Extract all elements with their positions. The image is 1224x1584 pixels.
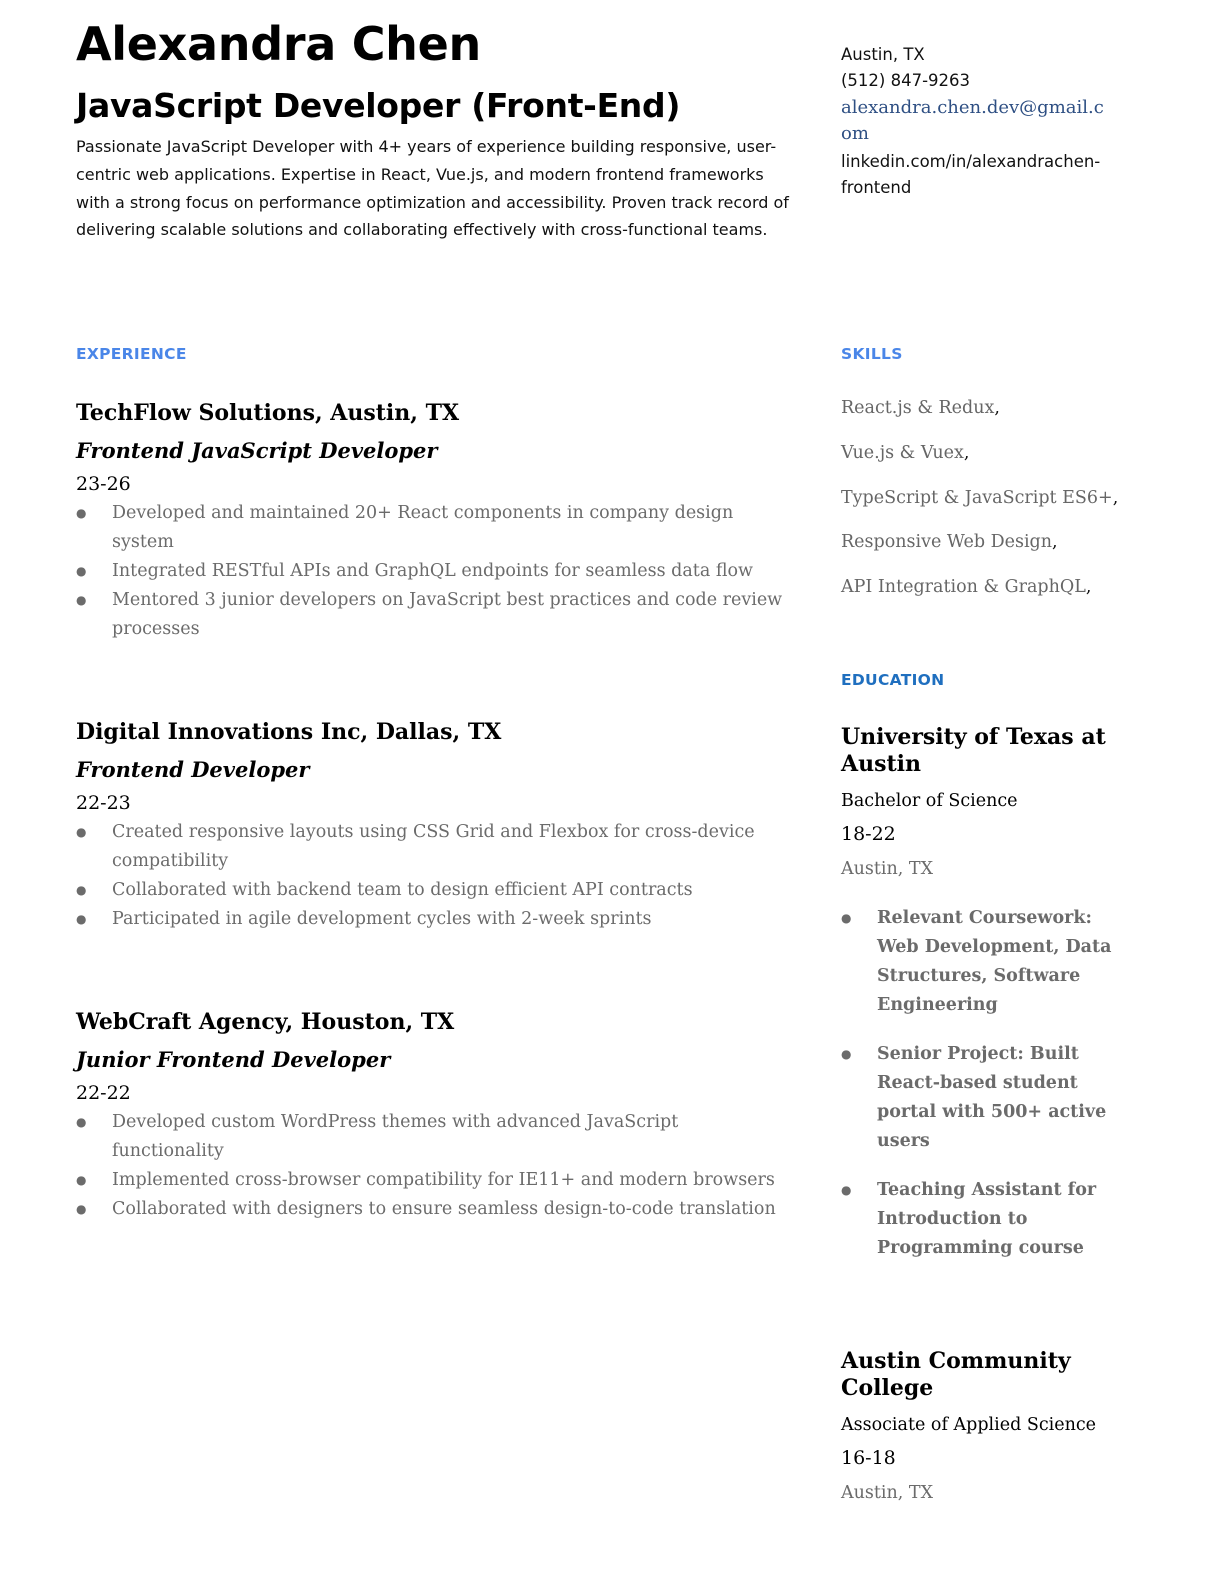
skill-separator: , bbox=[994, 398, 1000, 418]
skills-list bbox=[841, 393, 1131, 617]
company-name: WebCraft Agency, Houston, TX bbox=[76, 1009, 455, 1035]
company-name: TechFlow Solutions, Austin, TX bbox=[76, 400, 460, 426]
education-heading: EDUCATION bbox=[841, 671, 945, 689]
contact-phone: (512) 847-9263 bbox=[841, 71, 971, 90]
education-bullet: ● Relevant Coursework: Web Development, Data Structures, Software Engineering bbox=[841, 904, 1116, 1020]
education-dates: 18-22 bbox=[841, 823, 896, 845]
education-bullet: ● Senior Project: Built React-based student portal with 500+ active users bbox=[841, 1040, 1116, 1156]
school-name: Austin Community College bbox=[841, 1348, 1071, 1401]
company-name: Digital Innovations Inc, Dallas, TX bbox=[76, 719, 502, 745]
job-role: Frontend JavaScript Developer bbox=[76, 438, 438, 463]
job-bullets bbox=[76, 818, 791, 934]
contact-block bbox=[841, 42, 1111, 201]
skill-item bbox=[841, 438, 1131, 468]
job-bullet: ● Collaborated with backend team to design efficient API contracts bbox=[76, 876, 791, 905]
contact-location: Austin, TX bbox=[841, 45, 925, 64]
experience-entry bbox=[76, 717, 791, 934]
job-bullet: ● Participated in agile development cycles with 2-week sprints bbox=[76, 905, 791, 934]
education-dates: 16-18 bbox=[841, 1447, 896, 1469]
job-bullet: ● Implemented cross-browser compatibility for IE11+ and modern browsers bbox=[76, 1166, 791, 1195]
skill-separator: , bbox=[1085, 577, 1092, 598]
job-bullets bbox=[76, 499, 791, 644]
skills-heading: SKILLS bbox=[841, 345, 903, 363]
candidate-name: Alexandra Chen bbox=[76, 17, 481, 71]
skill-item bbox=[841, 483, 1131, 513]
education-entry bbox=[841, 1348, 1116, 1506]
education-entry bbox=[841, 724, 1116, 1283]
job-role: Frontend Developer bbox=[76, 757, 310, 782]
skill-label: Responsive Web Design bbox=[841, 532, 1053, 553]
education-location: Austin, TX bbox=[841, 859, 934, 879]
skill-item bbox=[841, 572, 1131, 602]
job-bullet: ● Created responsive layouts using CSS Grid and Flexbox for cross-device compatibility bbox=[76, 818, 791, 876]
job-bullet: ● Developed and maintained 20+ React components in company design system bbox=[76, 499, 791, 557]
job-dates: 23-26 bbox=[76, 473, 131, 495]
job-role: Junior Frontend Developer bbox=[76, 1047, 391, 1072]
contact-linkedin: linkedin.com/in/alexandrachen-frontend bbox=[841, 152, 1101, 197]
skill-separator: , bbox=[963, 442, 970, 463]
skill-label: TypeScript & JavaScript ES6+ bbox=[841, 487, 1113, 508]
education-bullet: ● Teaching Assistant for Introduction to Programming course bbox=[841, 1176, 1116, 1263]
job-dates: 22-22 bbox=[76, 1082, 131, 1104]
skill-item bbox=[841, 527, 1131, 557]
school-name: University of Texas at Austin bbox=[841, 724, 1106, 777]
experience-heading: EXPERIENCE bbox=[76, 345, 187, 363]
skill-separator: , bbox=[1112, 487, 1119, 508]
education-bullets bbox=[841, 904, 1116, 1263]
contact-email-link[interactable]: alexandra.chen.dev@gmail.com bbox=[841, 97, 1104, 144]
experience-entry bbox=[76, 1007, 791, 1224]
job-bullet: ● Integrated RESTful APIs and GraphQL endpoints for seamless data flow bbox=[76, 557, 791, 586]
job-bullet: ● Collaborated with designers to ensure seamless design-to-code translation bbox=[76, 1195, 791, 1224]
degree: Bachelor of Science bbox=[841, 791, 1018, 811]
skill-label: API Integration & GraphQL bbox=[841, 577, 1086, 598]
professional-summary: Passionate JavaScript Developer with 4+ years of experience building responsive, user-centric web applications. Expertise in React, Vue.js, and modern frontend frameworks with a strong focus on performance optimization and accessibility. Proven track record of delivering scalable solutions and collaborating effectively with cross-functional teams. bbox=[76, 137, 789, 240]
education-location: Austin, TX bbox=[841, 1483, 934, 1503]
degree: Associate of Applied Science bbox=[841, 1415, 1097, 1435]
job-bullet: ● Mentored 3 junior developers on JavaScript best practices and code review processes bbox=[76, 586, 791, 644]
job-bullets bbox=[76, 1108, 791, 1224]
job-title: JavaScript Developer (Front-End) bbox=[76, 86, 681, 125]
experience-entry bbox=[76, 398, 791, 644]
skill-label: Vue.js & Vuex bbox=[841, 442, 964, 463]
job-dates: 22-23 bbox=[76, 792, 131, 814]
job-bullet: ● Developed custom WordPress themes with advanced JavaScript functionality bbox=[76, 1108, 791, 1166]
skill-item bbox=[841, 393, 1131, 423]
skill-separator: , bbox=[1052, 532, 1058, 553]
skill-label: React.js & Redux bbox=[841, 398, 995, 418]
